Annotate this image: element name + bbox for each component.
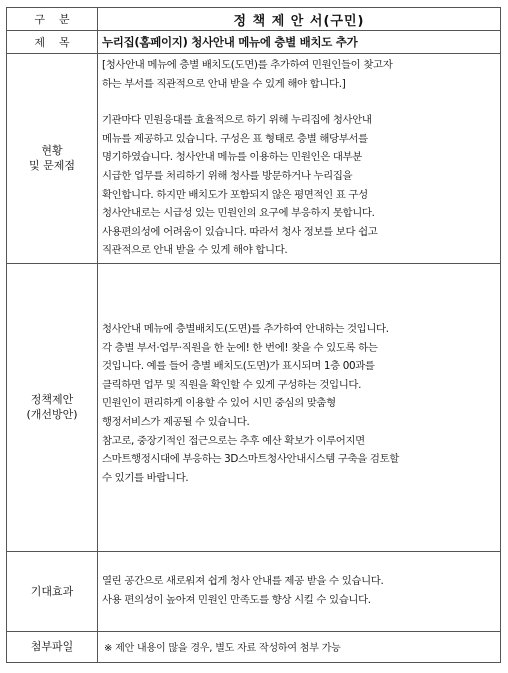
- header-row: [7, 8, 501, 31]
- status-detail-line: 기관마다 민원응대를 효율적으로 하기 위해 누리집에 청사안내: [102, 114, 372, 127]
- status-detail-line: 사용편의성에 어려움이 있습니다. 따라서 청사 정보를 보다 쉽고: [102, 225, 378, 238]
- subject-label: 제 목: [7, 31, 98, 54]
- status-detail-line: 메뉴를 제공하고 있습니다. 구성은 표 형태로 층별 해당부서를: [102, 132, 368, 145]
- proposal-label-line1: 정책제안: [30, 393, 74, 407]
- attachment-row: [7, 631, 501, 662]
- proposal-line: 스마트행정시대에 부응하는 3D스마트청사안내시스템 구축을 검토할: [102, 453, 399, 466]
- effect-line: 사용 편의성이 높아져 민원인 만족도를 향상 시킬 수 있습니다.: [102, 593, 371, 606]
- status-detail-line: 명기하였습니다. 청사안내 메뉴를 이용하는 민원인은 대부분: [102, 151, 362, 164]
- proposal-label-line2: (개선방안): [26, 408, 78, 422]
- effect-content: [98, 551, 501, 631]
- status-content: [98, 54, 501, 264]
- attachment-note: ※ 제안 내용이 많을 경우, 별도 자료 작성하여 첨부 가능: [98, 631, 501, 662]
- subject-value: 누리집(홈페이지) 청사안내 메뉴에 층별 배치도 추가: [98, 31, 501, 54]
- status-label: [7, 54, 98, 264]
- attachment-label: 첨부파일: [7, 631, 98, 662]
- status-label-line2: 및 문제점: [28, 159, 75, 173]
- proposal-line: 민원인이 편리하게 이용할 수 있어 시민 중심의 맞춤형: [102, 397, 336, 410]
- proposal-form: [6, 7, 501, 663]
- status-detail-line: 청사안내로는 시급성 있는 민원인의 요구에 부응하지 못합니다.: [102, 207, 375, 220]
- header-label: 구 분: [7, 8, 98, 31]
- status-detail-line: 확인합니다. 하지만 배치도가 포함되지 않은 평면적인 표 구성: [102, 188, 368, 201]
- proposal-line: 청사안내 메뉴에 층별배치도(도면)를 추가하여 안내하는 것입니다.: [102, 322, 389, 335]
- proposal-line: 각 층별 부서·업무·직원을 한 눈에! 한 번에! 찾을 수 있도록 하는: [102, 341, 378, 354]
- status-row: [7, 54, 501, 264]
- form-title: 정 책 제 안 서(구민): [98, 8, 501, 31]
- status-detail-line: 시급한 업무를 처리하기 위해 청사를 방문하거나 누리집을: [102, 169, 353, 182]
- status-summary-line: [청사안내 메뉴에 층별 배치도(도면)를 추가하여 민원인들이 찾고자: [102, 59, 393, 71]
- proposal-line: 수 있기를 바랍니다.: [102, 471, 189, 484]
- proposal-line: 클릭하면 업무 및 직원을 확인할 수 있게 구성하는 것입니다.: [102, 378, 362, 391]
- status-label-line1: 현황: [41, 144, 63, 158]
- proposal-line: 참고로, 중장기적인 접근으로는 추후 예산 확보가 이루어지면: [102, 434, 365, 447]
- proposal-label: [7, 263, 98, 551]
- proposal-line: 것입니다. 예를 들어 층별 배치도(도면)가 표시되며 1층 00과를: [102, 360, 375, 373]
- proposal-content: [98, 263, 501, 551]
- status-summary-line: 하는 부서를 직관적으로 안내 받을 수 있게 해야 합니다.]: [102, 77, 346, 90]
- status-detail-line: 직관적으로 안내 받을 수 있게 해야 합니다.: [102, 244, 288, 257]
- effect-row: [7, 551, 501, 631]
- proposal-line: 행정서비스가 제공될 수 있습니다.: [102, 415, 250, 428]
- proposal-row: [7, 263, 501, 551]
- effect-label: 기대효과: [7, 551, 98, 631]
- effect-line: 열린 공간으로 새로워져 쉽게 청사 안내를 제공 받을 수 있습니다.: [102, 575, 384, 588]
- subject-row: [7, 31, 501, 54]
